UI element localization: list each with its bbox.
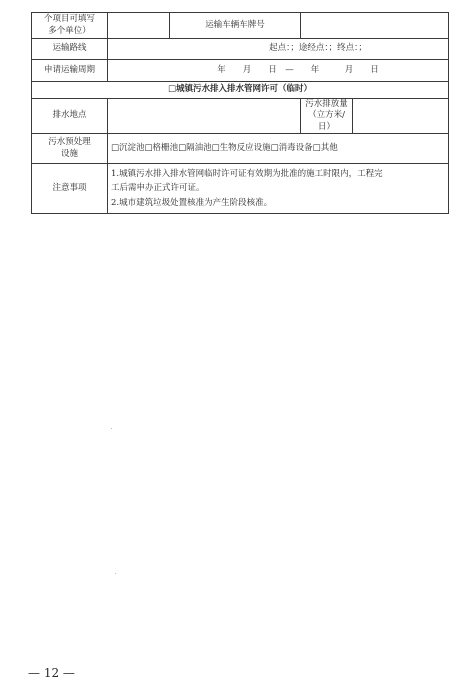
- discharge-volume-value-cell: [353, 99, 449, 134]
- route-row: [32, 39, 449, 60]
- section-title-row: [32, 82, 449, 99]
- route-label-cell: [32, 39, 108, 60]
- units-note-cell: [32, 13, 108, 39]
- page-number: — 12 —: [28, 666, 75, 680]
- period-label: 申请运输周期: [43, 64, 95, 75]
- period-label-cell: [32, 60, 108, 82]
- pretreatment-label-line2: 设施: [60, 148, 78, 159]
- notes-row: [32, 164, 449, 214]
- period-value-cell: [108, 60, 449, 82]
- units-plate-row: [32, 13, 449, 39]
- units-note-line1: 个项目可填写: [43, 14, 95, 25]
- drainage-location-label-cell: [32, 99, 108, 134]
- notes-label: 注意事项: [52, 183, 87, 194]
- section-title-cell: [32, 82, 449, 99]
- scan-speck: [115, 573, 116, 574]
- drainage-location-value-cell: [108, 99, 301, 134]
- period-row: [32, 60, 449, 82]
- plate-label: 运输车辆车牌号: [205, 19, 265, 30]
- drainage-location-label: 排水地点: [52, 110, 87, 121]
- permit-form-table: [31, 12, 449, 214]
- scan-speck: [111, 428, 112, 429]
- plate-value-cell: [301, 13, 449, 39]
- discharge-volume-label-line2: （立方米/日）: [308, 110, 345, 132]
- notes-content-cell: [108, 164, 449, 214]
- drainage-row: [32, 99, 449, 134]
- pretreatment-row: [32, 134, 449, 164]
- route-label: 运输路线: [52, 43, 87, 54]
- discharge-volume-label-cell: [301, 99, 353, 134]
- notes-line3: 2.城市建筑垃圾处置核准为产生阶段核准。: [111, 198, 273, 209]
- plate-label-cell: [170, 13, 301, 39]
- units-value-cell: [108, 13, 170, 39]
- pretreatment-options: □沉淀池□格栅池□隔油池□生物反应设施□消毒设备□其他: [111, 143, 338, 154]
- pretreatment-label-line1: 污水预处理: [48, 137, 91, 148]
- route-value: 起点：；途经点：；终点：；: [269, 43, 367, 54]
- notes-line2: 工后需申办正式许可证。: [111, 183, 205, 194]
- pretreatment-label-cell: [32, 134, 108, 164]
- pretreatment-options-cell: [108, 134, 449, 164]
- notes-label-cell: [32, 164, 108, 214]
- period-value: 年 月 日 — 年 月 日: [217, 64, 379, 75]
- section-title: □城镇污水排入排水管网许可（临时）: [167, 84, 313, 95]
- units-note-line2: 多个单位）: [48, 25, 91, 36]
- discharge-volume-label-line1: 污水排放量: [305, 99, 348, 109]
- route-value-cell: [108, 39, 449, 60]
- notes-line1: 1.城镇污水排入排水管网临时许可证有效期为批准的施工时限内，工程完: [111, 168, 383, 179]
